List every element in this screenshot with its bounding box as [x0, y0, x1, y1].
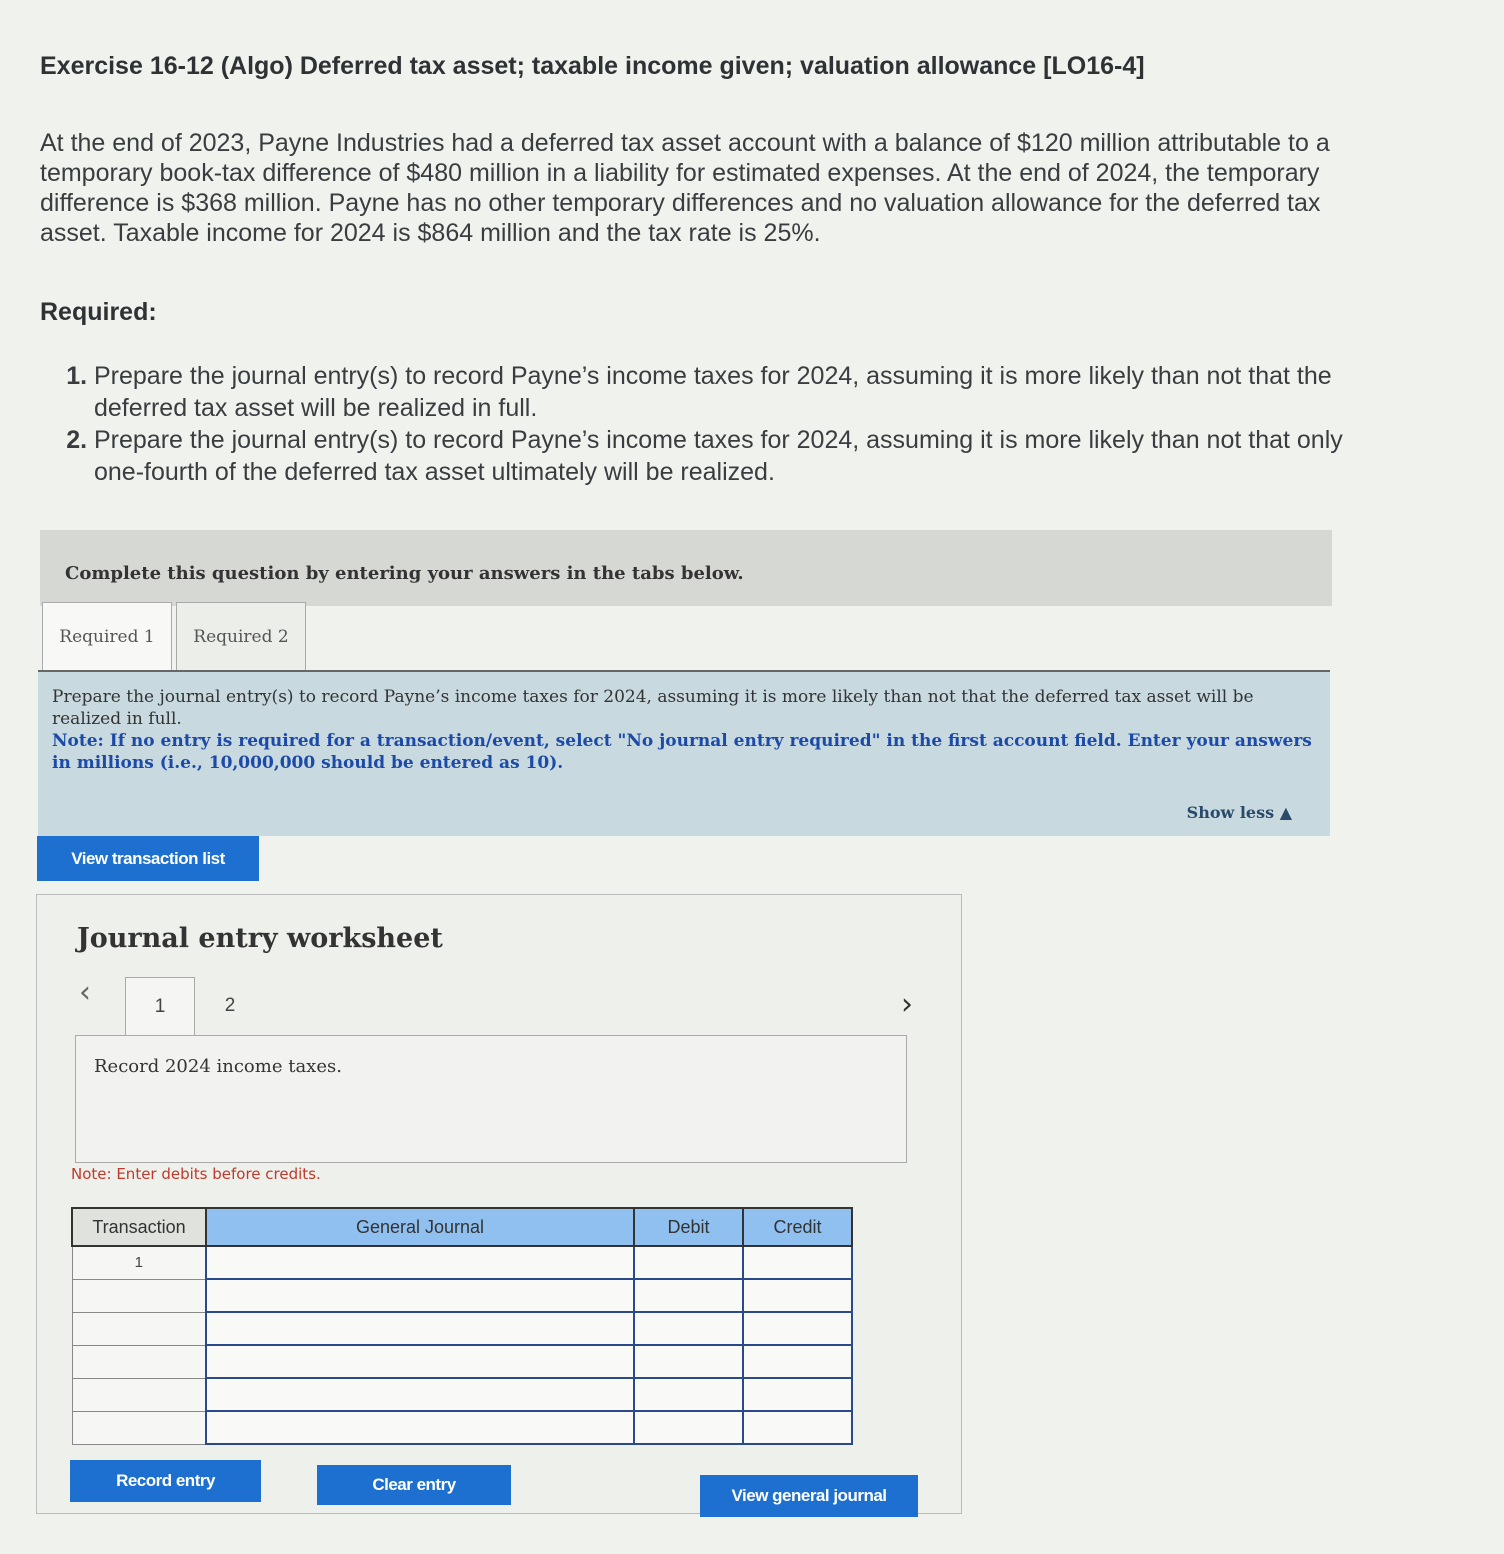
debit-input[interactable]: [634, 1378, 743, 1411]
transaction-cell: [72, 1279, 206, 1312]
table-row: [72, 1246, 852, 1279]
account-input[interactable]: [206, 1411, 634, 1444]
chevron-left-icon[interactable]: ‹: [79, 975, 91, 1010]
table-row: [72, 1279, 852, 1312]
credit-input[interactable]: [743, 1345, 852, 1378]
chevron-right-icon[interactable]: ›: [901, 987, 913, 1022]
journal-entry-worksheet: [36, 894, 962, 1514]
problem-statement: At the end of 2023, Payne Industries had a deferred tax asset account with a balance of $120 million attributable to a temporary book-tax difference of $480 million in a liability for estimated expenses. At the end of 2024, the temporary difference is $368 million. Payne has no other temporary differences and no valuation allowance for the deferred tax asset. Taxable income for 2024 is $864 million and the tax rate is 25%.: [40, 129, 1330, 247]
transaction-cell: [72, 1378, 206, 1411]
journal-table: [71, 1207, 853, 1445]
worksheet-title: Journal entry worksheet: [77, 923, 443, 954]
transaction-cell: 1: [72, 1246, 206, 1279]
requirement-2: 2. Prepare the journal entry(s) to record Payne’s income taxes for 2024, assuming it is more likely than not that only one-fourth of the deferred tax asset ultimately will be realized.: [94, 424, 1344, 488]
table-row: [72, 1411, 852, 1444]
debit-input[interactable]: [634, 1246, 743, 1279]
account-input[interactable]: [206, 1312, 634, 1345]
instructions-banner: Complete this question by entering your answers in the tabs below.: [40, 530, 1332, 606]
debits-credits-note: Note: Enter debits before credits.: [71, 1165, 321, 1183]
exercise-title: Exercise 16-12 (Algo) Deferred tax asset; taxable income given; valuation allowance [LO16-4]: [40, 52, 1145, 80]
account-input[interactable]: [206, 1279, 634, 1312]
tab-panel: [38, 670, 1330, 836]
debit-input[interactable]: [634, 1345, 743, 1378]
account-input[interactable]: [206, 1246, 634, 1279]
panel-instructions: Prepare the journal entry(s) to record Payne’s income taxes for 2024, assuming it is more likely than not that the deferred tax asset will be realized in full.: [52, 687, 1254, 729]
col-credit: Credit: [743, 1208, 852, 1246]
debit-input[interactable]: [634, 1411, 743, 1444]
table-row: [72, 1312, 852, 1345]
panel-note: Note: If no entry is required for a transaction/event, select "No journal entry required" in the first account field. Enter your answers in millions (i.e., 10,000,000 should be entered as 10).: [52, 731, 1312, 773]
show-less-link[interactable]: Show less ▲: [1186, 803, 1292, 822]
col-debit: Debit: [634, 1208, 743, 1246]
transaction-cell: [72, 1345, 206, 1378]
debit-input[interactable]: [634, 1312, 743, 1345]
clear-entry-button[interactable]: Clear entry: [317, 1465, 511, 1505]
credit-input[interactable]: [743, 1312, 852, 1345]
table-row: [72, 1345, 852, 1378]
col-transaction: Transaction: [72, 1208, 206, 1246]
transaction-description: Record 2024 income taxes.: [75, 1035, 907, 1163]
credit-input[interactable]: [743, 1411, 852, 1444]
worksheet-tab-2[interactable]: 2: [224, 995, 236, 1016]
tab-required-1[interactable]: Required 1: [42, 602, 172, 670]
debit-input[interactable]: [634, 1279, 743, 1312]
table-row: [72, 1378, 852, 1411]
view-general-journal-button[interactable]: View general journal: [700, 1475, 918, 1517]
worksheet-tab-1[interactable]: 1: [125, 977, 195, 1035]
required-heading: Required:: [40, 298, 157, 326]
transaction-cell: [72, 1312, 206, 1345]
account-input[interactable]: [206, 1345, 634, 1378]
requirements-list: [62, 360, 1344, 488]
tab-required-2[interactable]: Required 2: [176, 602, 306, 670]
requirement-1: 1. Prepare the journal entry(s) to record Payne’s income taxes for 2024, assuming it is more likely than not that the deferred tax asset will be realized in full.: [94, 360, 1344, 424]
credit-input[interactable]: [743, 1279, 852, 1312]
credit-input[interactable]: [743, 1378, 852, 1411]
col-general-journal: General Journal: [206, 1208, 634, 1246]
record-entry-button[interactable]: Record entry: [70, 1460, 261, 1502]
transaction-cell: [72, 1411, 206, 1444]
credit-input[interactable]: [743, 1246, 852, 1279]
view-transaction-list-button[interactable]: View transaction list: [37, 836, 259, 881]
account-input[interactable]: [206, 1378, 634, 1411]
